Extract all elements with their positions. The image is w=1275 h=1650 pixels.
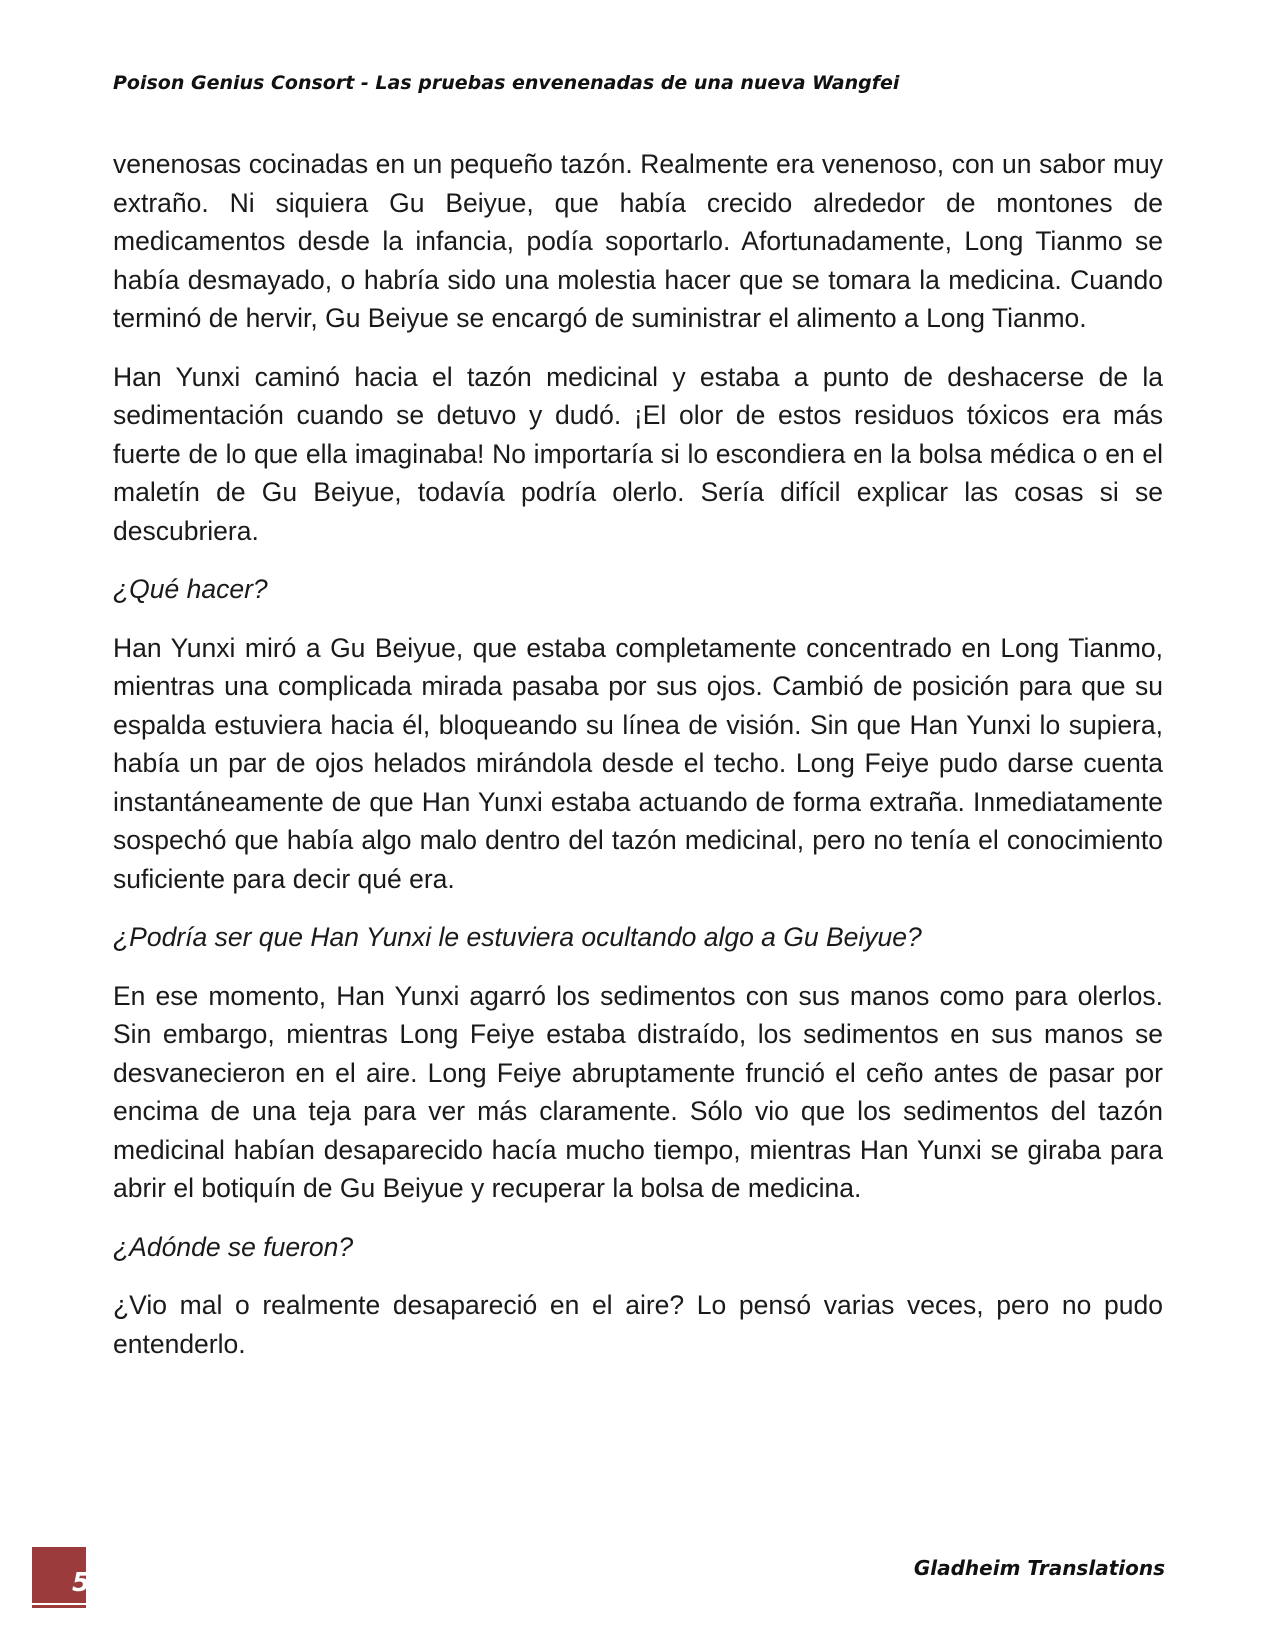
- paragraph-7-italic: ¿Adónde se fueron?: [113, 1231, 354, 1262]
- page-header-title: Poison Genius Consort - Las pruebas envenenadas de una nueva Wangfei: [113, 72, 900, 94]
- paragraph-1: venenosas cocinadas en un pequeño tazón. Realmente era venenoso, con un sabor muy extraño. Ni siquiera Gu Beiyue, que había crecido alrededor de montones de medicamentos desde la infancia, podía soportarlo. Afortunadamente, Long Tianmo se había desmayado, o habría sido una molestia hacer que se tomara la medicina. Cuando terminó de hervir, Gu Beiyue se encargó de suministrar el alimento a Long Tianmo.: [113, 149, 1163, 333]
- paragraph-4: Han Yunxi miró a Gu Beiyue, que estaba completamente concentrado en Long Tianmo, mientras una complicada mirada pasaba por sus ojos. Cambió de posición para que su espalda estuviera hacia él, bloqueando su línea de visión. Sin que Han Yunxi lo supiera, había un par de ojos helados mirándola desde el techo. Long Feiye pudo darse cuenta instantáneamente de que Han Yunxi estaba actuando de forma extraña. Inmediatamente sospechó que había algo malo dentro del tazón medicinal, pero no tenía el conocimiento suficiente para decir qué era.: [113, 632, 1163, 894]
- paragraph-3-italic: ¿Qué hacer?: [113, 574, 268, 604]
- paragraph-6: En ese momento, Han Yunxi agarró los sedimentos con sus manos como para olerlos. Sin embargo, mientras Long Feiye estaba distraído, los sedimentos en sus manos se desvanecieron en el aire. Long Feiye abruptamente frunció el ceño antes de pasar por encima de una teja para ver más claramente. Sólo vio que los sedimentos del tazón medicinal habían desaparecido hacía mucho tiempo, mientras Han Yunxi se giraba para abrir el botiquín de Gu Beiyue y recuperar la bolsa de medicina.: [113, 980, 1163, 1203]
- footer-credit: Gladheim Translations: [913, 1556, 1165, 1580]
- paragraph-2: Han Yunxi caminó hacia el tazón medicinal y estaba a punto de deshacerse de la sedimentación cuando se detuvo y dudó. ¡El olor de estos residuos tóxicos era más fuerte de lo que ella imaginaba! No importaría si lo escondiera en la bolsa médica o en el maletín de Gu Beiyue, todavía podría olerlo. Sería difícil explicar las cosas si se descubriera.: [113, 361, 1163, 546]
- document-body: [113, 145, 1163, 1383]
- page-number-underline: [32, 1605, 86, 1608]
- paragraph-5-italic: ¿Podría ser que Han Yunxi le estuviera ocultando algo a Gu Beiyue?: [113, 922, 922, 952]
- page-number: 5: [72, 1568, 91, 1598]
- paragraph-8: ¿Vio mal o realmente desapareció en el aire? Lo pensó varias veces, pero no pudo entenderlo.: [113, 1290, 1163, 1359]
